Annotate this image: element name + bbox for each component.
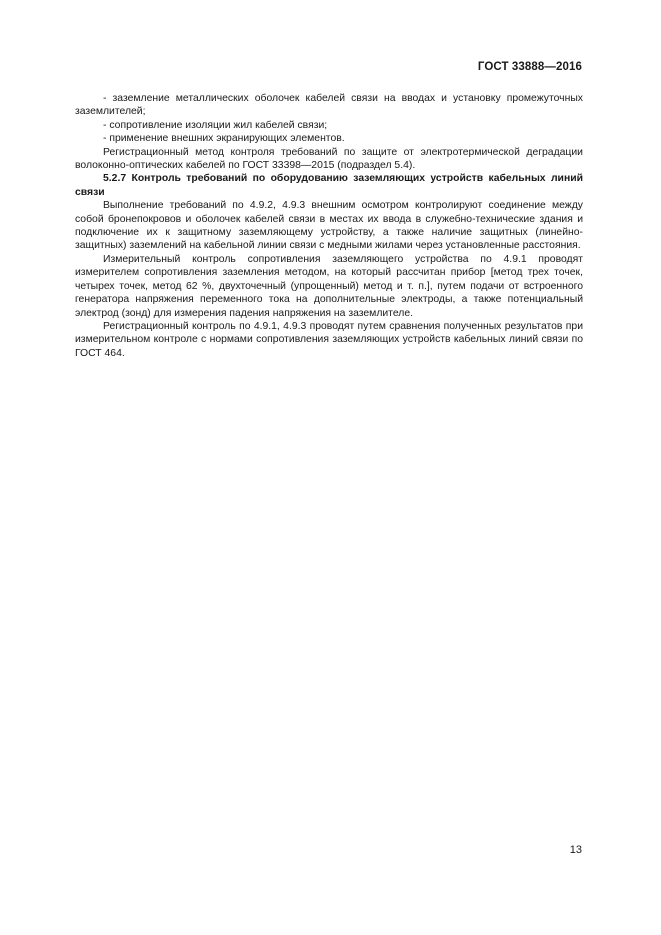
- page-number: 13: [569, 844, 582, 856]
- body-paragraph: Регистрационный контроль по 4.9.1, 4.9.3 проводят путем сравнения полученных результатов при измерительном контроле с нормами сопротивления заземляющих устройств кабельных линий связи по ГОСТ 464.: [75, 320, 583, 359]
- list-item: - сопротивление изоляции жил кабелей связи;: [103, 119, 328, 131]
- document-body: [75, 92, 583, 360]
- body-paragraph: Измерительный контроль сопротивления заземляющего устройства по 4.9.1 проводят измерителем сопротивления заземления методом, на который рассчитан прибор [метод трех точек, четырех точек, метод 62 %, двухточечный (упрощенный) метод и т. п.], путем подачи от встроенного генератора напряжения переменного тока на дополнительные электроды, а также потенциальный электрод (зонд) для измерения падения напряжения на заземлителе.: [75, 253, 583, 319]
- list-item: - заземление металлических оболочек кабелей связи на вводах и установку промежуточных заземлителей;: [75, 93, 583, 118]
- body-paragraph: Регистрационный метод контроля требований по защите от электротермической деградации волоконно-оптических кабелей по ГОСТ 33398—2015 (подраздел 5.4).: [75, 146, 583, 172]
- body-paragraph: Выполнение требований по 4.9.2, 4.9.3 внешним осмотром контролируют соединение между собой бронепокровов и оболочек кабелей связи в местах их ввода в служебно-технические здания и подключение их к защитному заземляющему устройству, а также наличие защитных (линейно-защитных) заземлений на кабельной линии связи с медными жилами через установленные расстояния.: [75, 200, 583, 252]
- list-item: - применение внешних экранирующих элементов.: [103, 133, 345, 145]
- document-code-header: ГОСТ 33888—2016: [477, 61, 582, 73]
- section-heading: 5.2.7 Контроль требований по оборудованию заземляющих устройств кабельных линий связи: [75, 173, 583, 198]
